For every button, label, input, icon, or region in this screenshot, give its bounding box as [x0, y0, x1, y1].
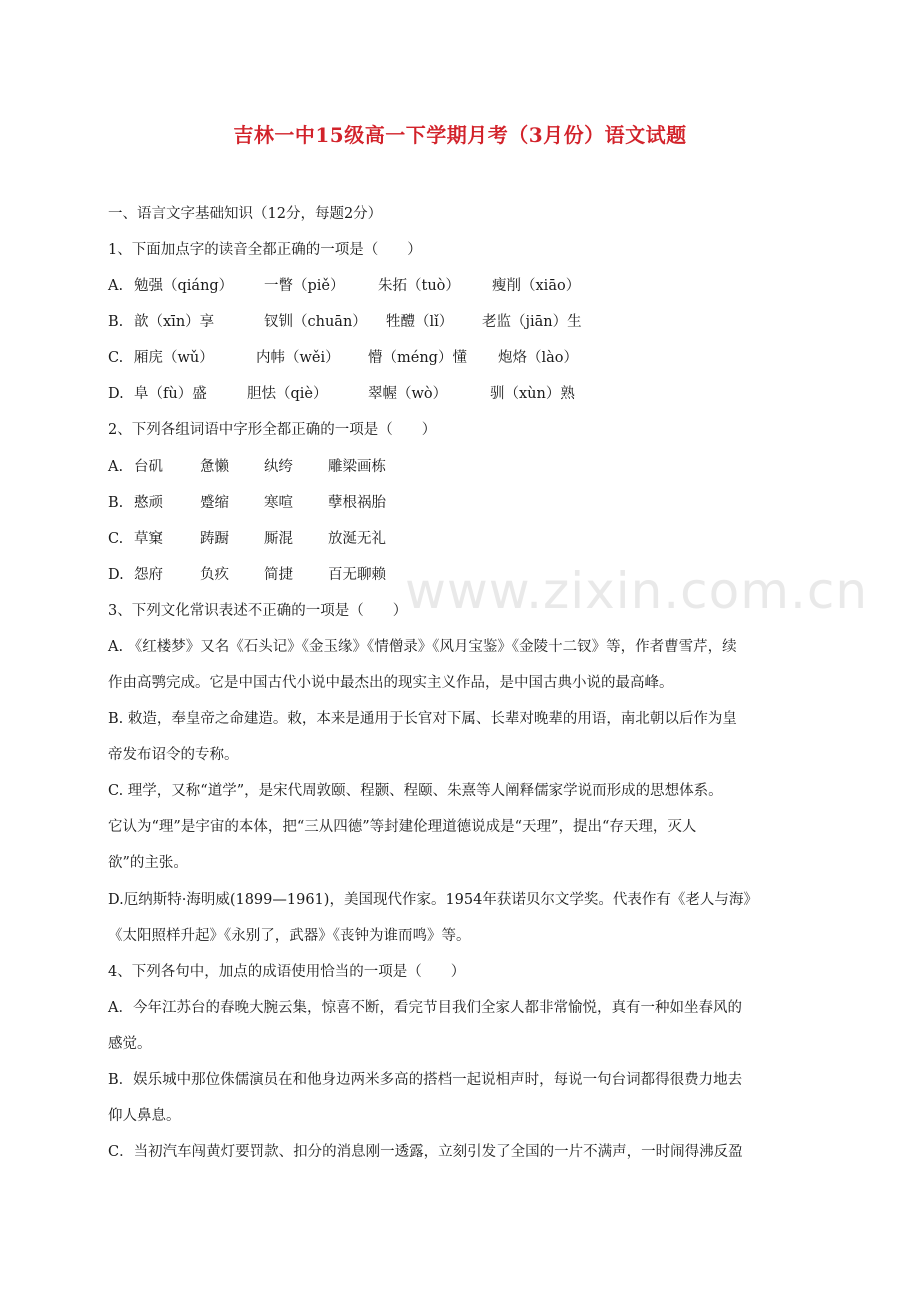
question-2-option-c: [108, 529, 386, 549]
question-3-stem: 3、下列文化常识表述不正确的一项是（ ）: [108, 603, 408, 619]
option-item: 蹙缩: [200, 495, 229, 511]
watermark: www.zixin.com.cn: [405, 562, 869, 620]
option-item: 负疚: [200, 567, 229, 583]
section-heading: 一、语言文字基础知识（12分，每题2分）: [108, 206, 383, 222]
option-item: 憨顽: [134, 495, 163, 511]
option-label: A.: [108, 278, 124, 294]
question-3-text-line: D.厄纳斯特·海明威(1899—1961)，美国现代作家。1954年获诺贝尔文学奖。代表作有《老人与海》: [108, 892, 758, 908]
question-4-text-line: 仰人鼻息。: [108, 1108, 181, 1124]
question-1-option-d: [108, 384, 575, 404]
option-item: 踌蹰: [200, 531, 229, 547]
option-item: 厮混: [264, 531, 293, 547]
option-item: 懵（méng）懂: [368, 350, 467, 366]
question-3-text-line: 欲”的主张。: [108, 855, 188, 871]
question-4-text-line: A．今年江苏台的春晚大腕云集，惊喜不断，看完节目我们全家人都非常愉悦，真有一种如坐春风的: [108, 1000, 742, 1016]
option-item: 雕梁画栋: [328, 459, 386, 475]
option-label: D.: [108, 386, 124, 402]
option-item: 惫懒: [200, 459, 229, 475]
option-item: 简捷: [264, 567, 293, 583]
option-item: 驯（xùn）熟: [490, 386, 575, 402]
question-3-text-line: 《太阳照样升起》《永别了，武器》《丧钟为谁而鸣》等。: [108, 928, 471, 944]
option-label: C.: [108, 531, 124, 547]
option-item: 孽根祸胎: [328, 495, 386, 511]
question-3-text-line: A. 《红楼梦》又名《石头记》《金玉缘》《情僧录》《风月宝鉴》《金陵十二钗》等，作者曹雪芹，续: [108, 639, 737, 655]
option-item: 翠幄（wò）: [368, 386, 448, 402]
page-title: 吉林一中15级高一下学期月考（3月份）语文试题: [233, 123, 687, 147]
option-label: A.: [108, 459, 124, 475]
option-item: 炮烙（lào）: [498, 350, 579, 366]
option-item: 百无聊赖: [328, 567, 386, 583]
question-3-text-line: 作由高鹗完成。它是中国古代小说中最杰出的现实主义作品，是中国古典小说的最高峰。: [108, 675, 674, 691]
option-item: 厢庑（wǔ）: [134, 350, 214, 366]
question-3-text-line: C. 理学，又称“道学”，是宋代周敦颐、程颢、程颐、朱熹等人阐释儒家学说而形成的思想体系。: [108, 783, 723, 799]
option-label: B.: [108, 495, 124, 511]
option-item: 放涎无礼: [328, 531, 386, 547]
question-1-option-b: [108, 312, 582, 332]
question-4-text-line: C．当初汽车闯黄灯要罚款、扣分的消息刚一透露，立刻引发了全国的一片不满声，一时闹得沸反盈: [108, 1144, 743, 1160]
question-2-option-d: [108, 565, 386, 585]
question-1-option-c: [108, 348, 578, 368]
option-item: 台矶: [134, 459, 163, 475]
option-item: 牲醴（lǐ）: [386, 314, 454, 330]
option-item: 阜（fù）盛: [134, 386, 207, 402]
question-1-option-a: [108, 276, 580, 296]
option-item: 怨府: [134, 567, 163, 583]
option-item: 朱拓（tuò）: [378, 278, 460, 294]
option-item: 纨绔: [264, 459, 293, 475]
question-3-text-line: B. 敕造，奉皇帝之命建造。敕，本来是通用于长官对下属、长辈对晚辈的用语，南北朝以后作为皇: [108, 711, 737, 727]
question-4-text-line: 感觉。: [108, 1036, 152, 1052]
option-label: D.: [108, 567, 124, 583]
question-2-stem: 2、下列各组词语中字形全都正确的一项是（ ）: [108, 422, 437, 438]
option-label: B.: [108, 314, 124, 330]
question-1-stem: 1、下面加点字的读音全都正确的一项是（ ）: [108, 242, 422, 258]
option-item: 瘦削（xiāo）: [492, 278, 581, 294]
option-item: 钗钏（chuān）: [264, 314, 367, 330]
option-item: 草窠: [134, 531, 163, 547]
option-item: 寒喧: [264, 495, 293, 511]
question-2-option-a: [108, 457, 386, 477]
option-item: 胆怯（qiè）: [247, 386, 328, 402]
option-item: 内帏（wěi）: [256, 350, 340, 366]
option-item: 一瞥（piě）: [264, 278, 345, 294]
question-4-stem: 4、下列各句中，加点的成语使用恰当的一项是（ ）: [108, 964, 466, 980]
option-item: 勉强（qiáng）: [134, 278, 234, 294]
option-item: 歆（xīn）享: [134, 314, 215, 330]
question-4-text-line: B．娱乐城中那位侏儒演员在和他身边两米多高的搭档一起说相声时，每说一句台词都得很费力地去: [108, 1072, 743, 1088]
question-2-option-b: [108, 493, 386, 513]
option-item: 老监（jiān）生: [482, 314, 582, 330]
option-label: C.: [108, 350, 124, 366]
question-3-text-line: 帝发布诏令的专称。: [108, 747, 239, 763]
question-3-text-line: 它认为“理”是宇宙的本体，把“三从四德”等封建伦理道德说成是“天理”，提出“存天理，灭人: [108, 819, 697, 835]
